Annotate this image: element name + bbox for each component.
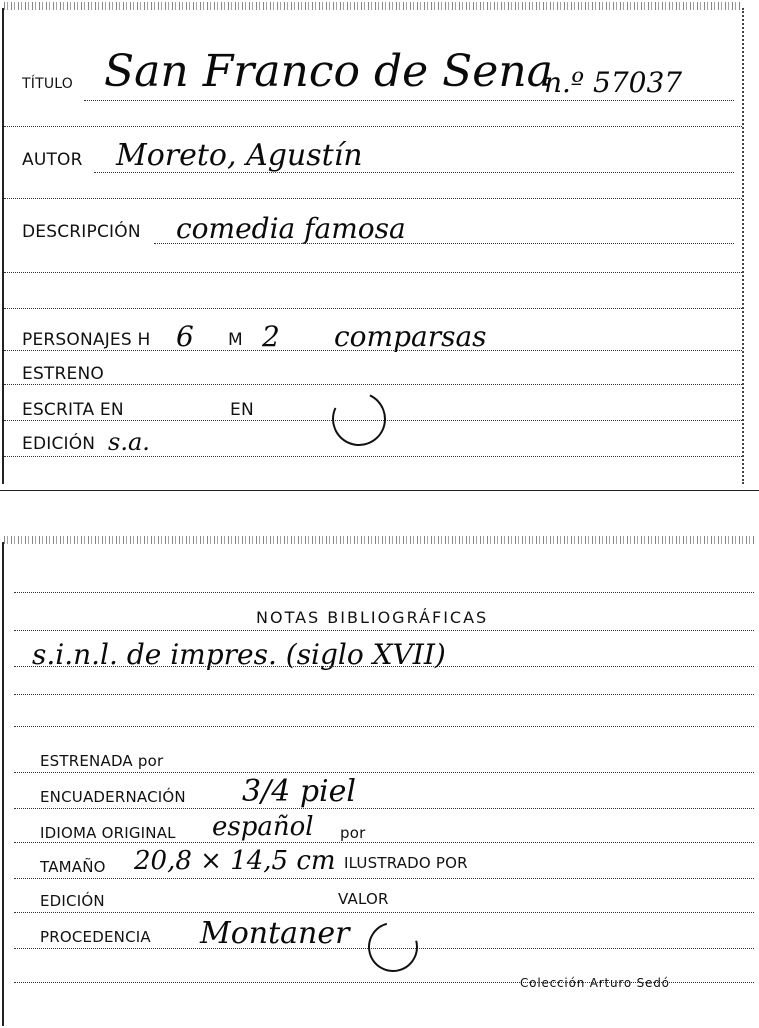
idioma-por: por bbox=[340, 824, 366, 842]
stamp-circle bbox=[324, 384, 393, 453]
ilustrado-label: ILUSTRADO POR bbox=[344, 854, 468, 872]
personajes-h-label: PERSONAJES H bbox=[22, 330, 151, 350]
rule-blank bbox=[14, 592, 754, 593]
encuadernacion-label: ENCUADERNACIÓN bbox=[40, 788, 186, 806]
edicion-value: s.a. bbox=[108, 428, 150, 456]
edicion-back-rule bbox=[14, 912, 754, 913]
estreno-rule bbox=[4, 384, 742, 385]
scan-noise-edge bbox=[4, 536, 756, 544]
idioma-rule bbox=[14, 842, 754, 843]
personajes-m-value: 2 bbox=[262, 320, 280, 353]
descripcion-label: DESCRIPCIÓN bbox=[22, 222, 141, 242]
edicion-back-label: EDICIÓN bbox=[40, 892, 105, 910]
estrenada-label: ESTRENADA por bbox=[40, 752, 164, 770]
titulo-label: TÍTULO bbox=[22, 76, 73, 92]
estreno-label: ESTRENO bbox=[22, 364, 104, 384]
rule-blank bbox=[4, 308, 742, 309]
titulo-value: San Franco de Sena bbox=[104, 46, 553, 97]
rule-blank bbox=[4, 126, 742, 127]
escrita-en-label: ESCRITA EN bbox=[22, 400, 124, 420]
catalog-card-back bbox=[2, 542, 756, 1026]
personajes-h-value: 6 bbox=[176, 320, 194, 353]
personajes-extra: comparsas bbox=[334, 320, 487, 353]
notas-value: s.i.n.l. de impres. (siglo XVII) bbox=[32, 638, 446, 671]
scan-noise-edge bbox=[4, 2, 742, 10]
edicion-label: EDICIÓN bbox=[22, 434, 96, 454]
edicion-rule bbox=[4, 456, 742, 457]
idioma-value: español bbox=[212, 812, 314, 842]
rule-blank bbox=[14, 726, 754, 727]
procedencia-label: PROCEDENCIA bbox=[40, 928, 151, 946]
rule-blank bbox=[4, 272, 742, 273]
notas-heading: NOTAS BIBLIOGRÁFICAS bbox=[256, 608, 489, 627]
idioma-label: IDIOMA ORIGINAL bbox=[40, 824, 176, 842]
descripcion-value: comedia famosa bbox=[176, 212, 406, 245]
notas-rule bbox=[14, 630, 754, 631]
rule-blank bbox=[14, 666, 754, 667]
card-divider bbox=[0, 490, 759, 491]
rule-blank bbox=[4, 198, 742, 199]
collection-footer: Colección Arturo Sedó bbox=[520, 976, 670, 990]
autor-value: Moreto, Agustín bbox=[116, 138, 363, 173]
autor-label: AUTOR bbox=[22, 150, 83, 170]
rule-blank bbox=[14, 694, 754, 695]
catalog-number: n.º 57037 bbox=[544, 66, 683, 99]
personajes-rule bbox=[4, 350, 742, 351]
estrenada-rule bbox=[14, 772, 754, 773]
encuadernacion-rule bbox=[14, 808, 754, 809]
tamano-rule bbox=[14, 878, 754, 879]
tamano-value: 20,8 × 14,5 cm bbox=[134, 846, 336, 876]
procedencia-value: Montaner bbox=[200, 916, 350, 951]
personajes-m-label: M bbox=[228, 330, 243, 350]
titulo-rule bbox=[84, 100, 734, 101]
en-label: EN bbox=[230, 400, 254, 420]
catalog-card-front bbox=[2, 8, 744, 484]
encuadernacion-value: 3/4 piel bbox=[242, 774, 356, 809]
tamano-label: TAMAÑO bbox=[40, 858, 106, 876]
valor-label: VALOR bbox=[338, 890, 389, 908]
stamp-circle bbox=[359, 913, 427, 981]
